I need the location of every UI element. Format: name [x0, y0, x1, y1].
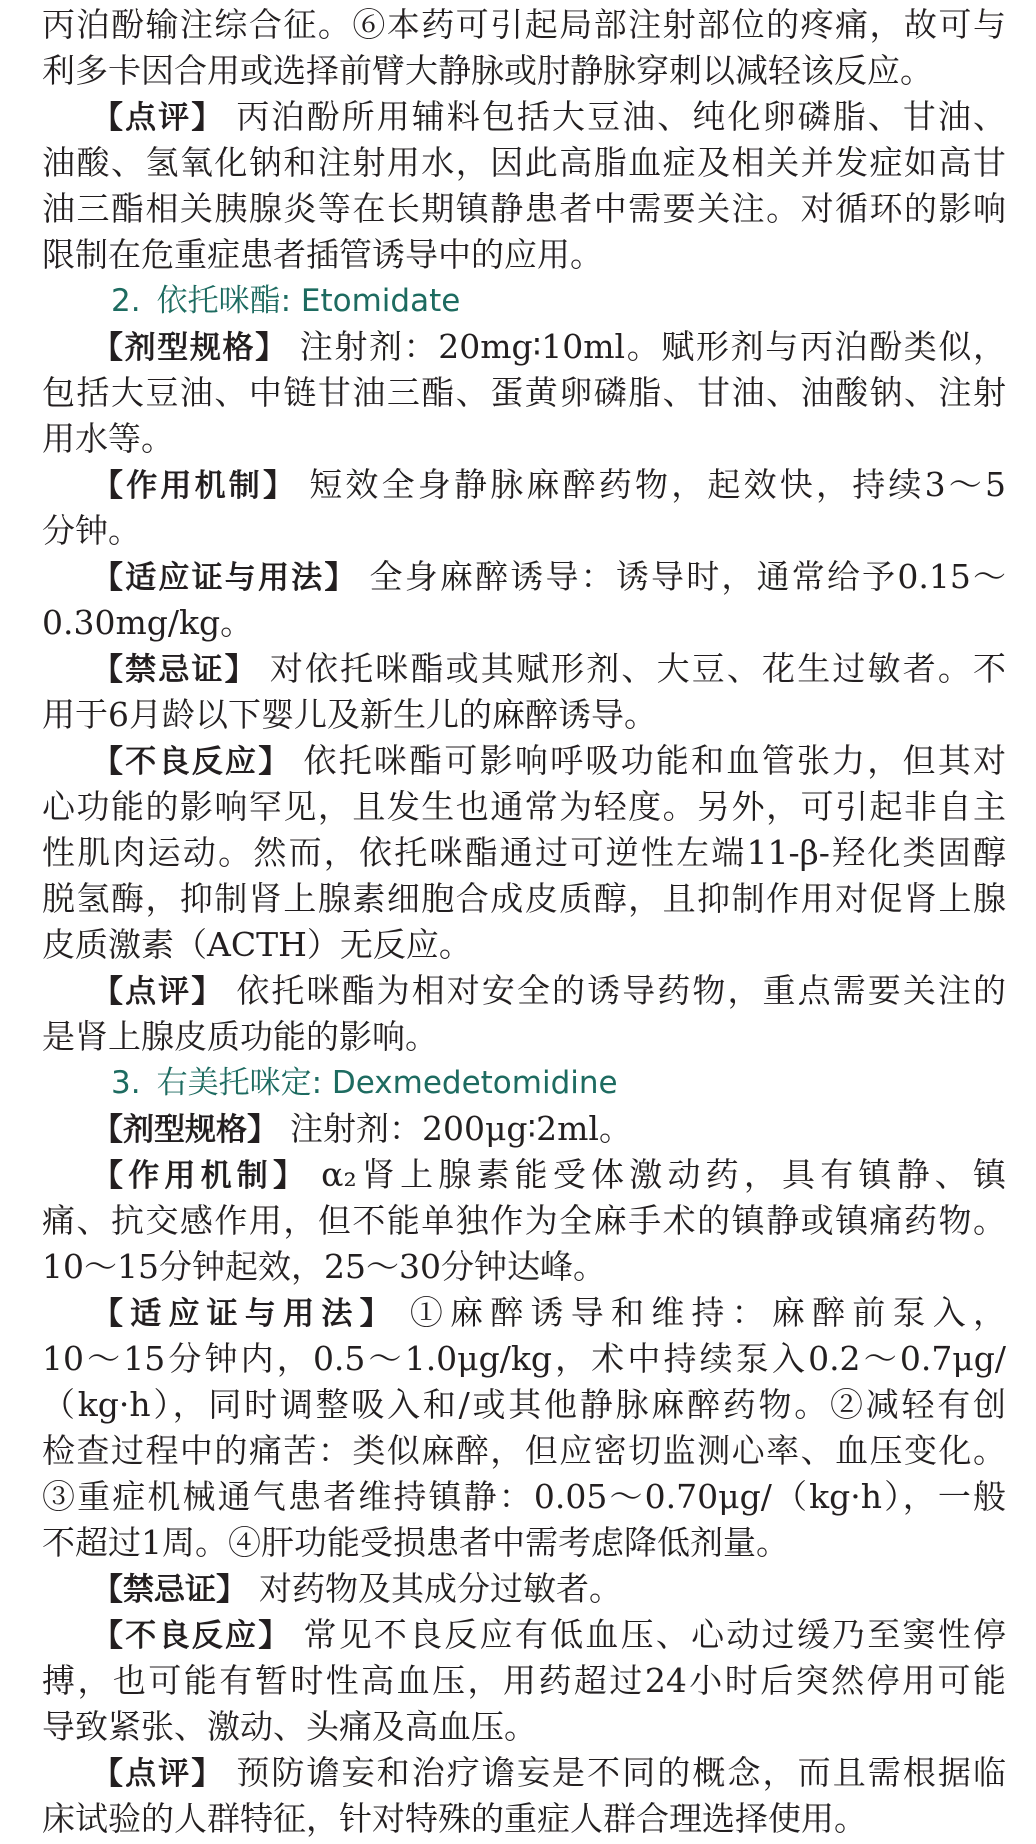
paragraph-continuation	[42, 2, 1006, 94]
heading-title: 右美托咪定: Dexmedetomidine	[156, 1065, 618, 1101]
section-label: 【不良反应】	[92, 744, 292, 780]
paragraph-text: 全身麻醉诱导：诱导时，通常给予0.15～	[369, 557, 1006, 596]
paragraph-line	[42, 968, 1006, 1014]
section-label: 【点评】	[92, 974, 225, 1010]
section-mechanism	[42, 462, 1006, 554]
section-adverse-reactions	[42, 738, 1006, 968]
section-mechanism	[42, 1152, 1006, 1290]
paragraph-line: 油酸、氢氧化钠和注射用水，因此高脂血症及相关并发症如高甘	[42, 143, 1006, 182]
paragraph-text: 依托咪酯为相对安全的诱导药物，重点需要关注的	[236, 971, 1006, 1010]
paragraph-line: 痛、抗交感作用，但不能单独作为全麻手术的镇静或镇痛药物。	[42, 1201, 1006, 1240]
paragraph-line: ③重症机械通气患者维持镇静：0.05～0.70μg/（kg·h），一般	[42, 1477, 1006, 1516]
paragraph-line	[42, 1290, 1006, 1336]
paragraph-text: 注射剂：200μg∶2ml。	[290, 1109, 632, 1148]
paragraph-line	[42, 1566, 1006, 1612]
paragraph-text: 对药物及其成分过敏者。	[259, 1569, 622, 1608]
paragraph-line: 用于6月龄以下婴儿及新生儿的麻醉诱导。	[42, 695, 657, 734]
section-contraindications	[42, 1566, 1006, 1612]
section-label: 【作用机制】	[92, 468, 298, 504]
paragraph-line	[42, 1152, 1006, 1198]
paragraph-line: 皮质激素（ACTH）无反应。	[42, 925, 472, 964]
drug-heading-etomidate	[42, 278, 1006, 324]
paragraph-line	[42, 1612, 1006, 1658]
paragraph-line: 不超过1周。④肝功能受损患者中需考虑降低剂量。	[42, 1523, 789, 1562]
section-label: 【适应证与用法】	[92, 560, 358, 596]
section-label: 【点评】	[92, 1756, 225, 1792]
paragraph-line	[42, 324, 1006, 370]
paragraph-line: 检查过程中的痛苦：类似麻醉，但应密切监测心率、血压变化。	[42, 1431, 1006, 1470]
heading-number: 2.	[111, 283, 141, 319]
paragraph-line	[42, 554, 1006, 600]
paragraph-line: （kg·h），同时调整吸入和/或其他静脉麻醉药物。②减轻有创	[42, 1385, 1006, 1424]
section-label: 【点评】	[92, 100, 225, 136]
paragraph-text: α₂肾上腺素能受体激动药，具有镇静、镇	[321, 1155, 1006, 1194]
section-label: 【禁忌证】	[92, 1572, 247, 1608]
paragraph-line: 搏，也可能有暂时性高血压，用药超过24小时后突然停用可能	[42, 1661, 1006, 1700]
paragraph-text: 预防谵妄和治疗谵妄是不同的概念，而且需根据临	[236, 1753, 1006, 1792]
paragraph-text: 短效全身静脉麻醉药物，起效快，持续3～5	[309, 465, 1006, 504]
section-label: 【作用机制】	[92, 1158, 310, 1194]
section-indications-usage	[42, 554, 1006, 646]
drug-heading-dexmedetomidine	[42, 1060, 1006, 1106]
paragraph-line	[42, 1750, 1006, 1796]
paragraph-line: 导致紧张、激动、头痛及高血压。	[42, 1707, 537, 1746]
section-comment	[42, 94, 1006, 278]
paragraph-text: 依托咪酯可影响呼吸功能和血管张力，但其对	[303, 741, 1006, 780]
paragraph-line: 0.30mg/kg。	[42, 603, 254, 642]
paragraph-line	[42, 94, 1006, 140]
section-adverse-reactions	[42, 1612, 1006, 1750]
heading-number: 3.	[111, 1065, 141, 1101]
paragraph-line: 性肌肉运动。然而，依托咪酯通过可逆性左端11-β-羟化类固醇	[42, 833, 1006, 872]
paragraph-text: ①麻醉诱导和维持：麻醉前泵入，	[409, 1293, 1006, 1332]
section-comment	[42, 968, 1006, 1060]
section-label: 【适应证与用法】	[92, 1296, 398, 1332]
paragraph-line: 心功能的影响罕见，且发生也通常为轻度。另外，可引起非自主	[42, 787, 1006, 826]
paragraph-text: 丙泊酚所用辅料包括大豆油、纯化卵磷脂、甘油、	[236, 97, 1006, 136]
paragraph-line: 限制在危重症患者插管诱导中的应用。	[42, 235, 603, 274]
section-dosage-form	[42, 1106, 1006, 1152]
section-dosage-form	[42, 324, 1006, 462]
paragraph-line	[42, 462, 1006, 508]
paragraph-line: 油三酯相关胰腺炎等在长期镇静患者中需要关注。对循环的影响	[42, 189, 1006, 228]
section-comment	[42, 1750, 1006, 1842]
paragraph-text: 对依托咪酯或其赋形剂、大豆、花生过敏者。不	[269, 649, 1006, 688]
paragraph-line: 丙泊酚输注综合征。⑥本药可引起局部注射部位的疼痛，故可与	[42, 5, 1006, 44]
paragraph-line: 分钟。	[42, 511, 141, 550]
paragraph-line: 床试验的人群特征，针对特殊的重症人群合理选择使用。	[42, 1799, 867, 1838]
paragraph-line: 10～15分钟内，0.5～1.0μg/kg，术中持续泵入0.2～0.7μg/	[42, 1339, 1006, 1378]
paragraph-line	[42, 646, 1006, 692]
paragraph-line	[42, 1106, 1006, 1152]
paragraph-text: 常见不良反应有低血压、心动过缓乃至窦性停	[303, 1615, 1006, 1654]
paragraph-line: 用水等。	[42, 419, 174, 458]
paragraph-line	[42, 738, 1006, 784]
section-label: 【禁忌证】	[92, 652, 258, 688]
section-label: 【剂型规格】	[92, 330, 288, 366]
paragraph-text: 注射剂：20mg∶10ml。赋形剂与丙泊酚类似，	[299, 327, 1006, 366]
paragraph-line: 脱氢酶，抑制肾上腺素细胞合成皮质醇，且抑制作用对促肾上腺	[42, 879, 1006, 918]
section-indications-usage	[42, 1290, 1006, 1566]
paragraph-line: 包括大豆油、中链甘油三酯、蛋黄卵磷脂、甘油、油酸钠、注射	[42, 373, 1006, 412]
heading-title: 依托咪酯: Etomidate	[156, 283, 461, 319]
section-label: 【不良反应】	[92, 1618, 292, 1654]
section-contraindications	[42, 646, 1006, 738]
paragraph-line: 10～15分钟起效，25～30分钟达峰。	[42, 1247, 606, 1286]
section-label: 【剂型规格】	[92, 1112, 278, 1148]
paragraph-line: 利多卡因合用或选择前臂大静脉或肘静脉穿刺以减轻该反应。	[42, 51, 933, 90]
paragraph-line: 是肾上腺皮质功能的影响。	[42, 1017, 438, 1056]
